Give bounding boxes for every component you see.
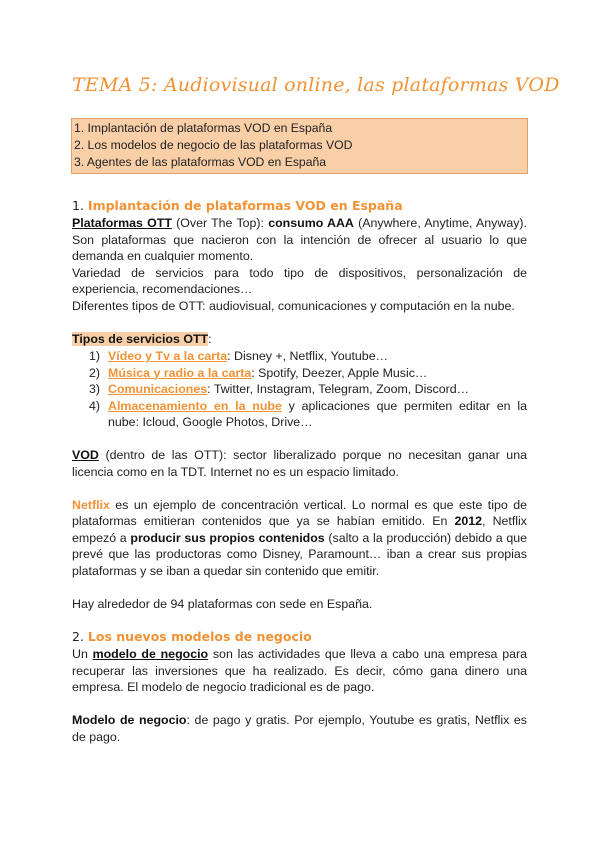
service-item	[72, 381, 527, 398]
vod-description: (dentro de las OTT): sector liberalizado porque no necesitan ganar una licencia como en la TDT. Internet no es un espacio limitado.	[72, 448, 527, 479]
vod-term: VOD	[72, 448, 99, 462]
service-types-colon: :	[208, 331, 212, 346]
netflix-text-1: es un ejemplo de concentración vertical. Lo normal es que este tipo de plataformas emitieran contenidos que ya se habían emitido. En	[72, 497, 527, 528]
business-model-types	[72, 712, 527, 745]
service-item-label: Almacenamiento en la nube	[108, 398, 282, 413]
ott-paren: (Over The Top):	[171, 216, 269, 230]
business-model-types-text: : de pago y gratis. Por ejemplo, Youtube es gratis, Netflix es de pago.	[72, 713, 527, 744]
service-item-number: 3)	[89, 382, 101, 396]
toc-item-3: 3. Agentes de las plataformas VOD en España	[74, 155, 327, 169]
document-body	[72, 195, 527, 745]
section-2-heading	[72, 628, 527, 646]
service-item	[72, 348, 527, 365]
netflix-name: Netflix	[72, 497, 110, 512]
variety-paragraph: Variedad de servicios para todo tipo de dispositivos, personalización de experiencia, recomendaciones…	[72, 265, 527, 296]
business-model-term: modelo de negocio	[92, 647, 209, 661]
ott-definition	[72, 215, 527, 265]
ott-types-paragraph: Diferentes tipos de OTT: audiovisual, comunicaciones y computación en la nube.	[72, 298, 515, 313]
service-item-text: y aplicaciones que permiten editar en la nube: Icloud, Google Photos, Drive…	[108, 398, 527, 429]
aaa-term: consumo AAA	[268, 216, 354, 230]
section-1-title: Implantación de plataformas VOD en España	[87, 198, 403, 213]
netflix-year: 2012	[454, 514, 483, 528]
toc-item-2: 2. Los modelos de negocio de las plataformas VOD	[74, 138, 353, 152]
document-title: TEMA 5: Audiovisual online, las plataformas VOD	[72, 74, 560, 96]
service-item-label: Comunicaciones	[108, 382, 208, 396]
toc-item-1: 1. Implantación de plataformas VOD en España	[74, 121, 333, 135]
service-item-number: 1)	[89, 349, 101, 363]
service-item-text: : Disney +, Netflix, Youtube…	[227, 349, 388, 363]
section-1-number: 1.	[72, 198, 84, 213]
business-model-description: son las actividades que lleva a cabo una empresa para recuperar las inversiones que ha realizado. Es decir, cómo gana dinero una empresa. El modelo de negocio tradicional es de pago.	[72, 647, 527, 694]
business-model-definition	[72, 646, 527, 696]
ott-term: Plataformas OTT	[72, 216, 172, 230]
netflix-text-2: , Netflix empezó a	[72, 514, 527, 545]
section-2-number: 2.	[72, 629, 84, 644]
service-types-list	[72, 348, 527, 431]
service-types-heading	[72, 331, 527, 348]
service-item-number: 2)	[89, 365, 101, 380]
service-item-text: : Twitter, Instagram, Telegram, Zoom, Discord…	[207, 382, 470, 396]
section-1-heading	[72, 197, 527, 215]
business-model-types-term: Modelo de negocio	[72, 713, 187, 727]
service-item-label: Música y radio a la carta	[108, 365, 252, 380]
aaa-description: (Anywhere, Anytime, Anyway). Son plataformas que nacieron con la intención de ofrecer al usuario lo que demanda en cualquier momento.	[72, 216, 527, 263]
platforms-count-paragraph: Hay alrededor de 94 plataformas con sede en España.	[72, 596, 373, 611]
table-of-contents	[71, 118, 528, 174]
section-2-title: Los nuevos modelos de negocio	[87, 629, 312, 644]
netflix-text-3: (salto a la producción) debido a que prevé que las productoras como Disney, Paramount… iban a crear sus propias plataformas y se iban a quedar sin contenido que emitir.	[72, 530, 528, 578]
service-item	[72, 398, 527, 431]
netflix-bold: producir sus propios contenidos	[130, 530, 325, 545]
vod-paragraph	[72, 447, 527, 480]
service-item-number: 4)	[89, 398, 101, 413]
service-item	[72, 365, 527, 382]
business-model-prefix: Un	[72, 647, 93, 661]
service-types-label: Tipos de servicios OTT	[72, 331, 209, 346]
service-item-text: : Spotify, Deezer, Apple Music…	[251, 365, 428, 380]
service-item-label: Vídeo y Tv a la carta	[108, 349, 228, 363]
netflix-paragraph	[72, 497, 527, 580]
